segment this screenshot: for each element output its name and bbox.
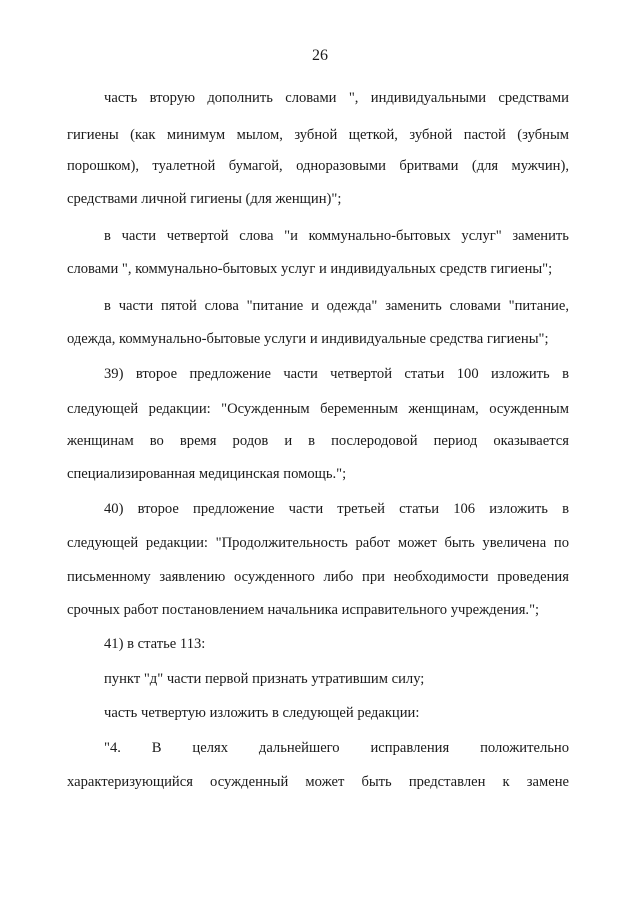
text-line: следующей редакции: "Осужденным беременным женщинам, осужденным [67,401,569,417]
text-line: специализированная медицинская помощь."; [67,466,347,482]
text-line: следующей редакции: "Продолжительность работ может быть увеличена по [67,535,569,551]
text-line: средствами личной гигиены (для женщин)"; [67,191,342,207]
text-line: в части четвертой слова "и коммунально-бытовых услуг" заменить [104,228,569,244]
text-line: часть вторую дополнить словами ", индивидуальными средствами [104,90,569,106]
page-number: 26 [312,47,328,64]
text-line: 40) второе предложение части третьей статьи 106 изложить в [104,501,569,517]
text-line: 39) второе предложение части четвертой статьи 100 изложить в [104,366,569,382]
text-line: порошком), туалетной бумагой, одноразовыми бритвами (для мужчин), [67,158,569,174]
text-line: характеризующийся осужденный может быть представлен к замене [67,774,569,790]
text-line: 41) в статье 113: [104,636,206,652]
text-line: срочных работ постановлением начальника исправительного учреждения."; [67,602,540,618]
text-line: пункт "д" части первой признать утратившим силу; [104,671,425,687]
text-line: одежда, коммунально-бытовые услуги и индивидуальные средства гигиены"; [67,331,549,347]
text-line: в части пятой слова "питание и одежда" заменить словами "питание, [104,298,569,314]
text-line: письменному заявлению осужденного либо при необходимости проведения [67,569,569,585]
text-line: гигиены (как минимум мылом, зубной щеткой, зубной пастой (зубным [67,127,569,143]
text-line: женщинам во время родов и в послеродовой период оказывается [67,433,569,449]
text-line: "4. В целях дальнейшего исправления положительно [104,740,569,756]
text-line: часть четвертую изложить в следующей редакции: [104,705,420,721]
text-line: словами ", коммунально-бытовых услуг и индивидуальных средств гигиены"; [67,261,553,277]
